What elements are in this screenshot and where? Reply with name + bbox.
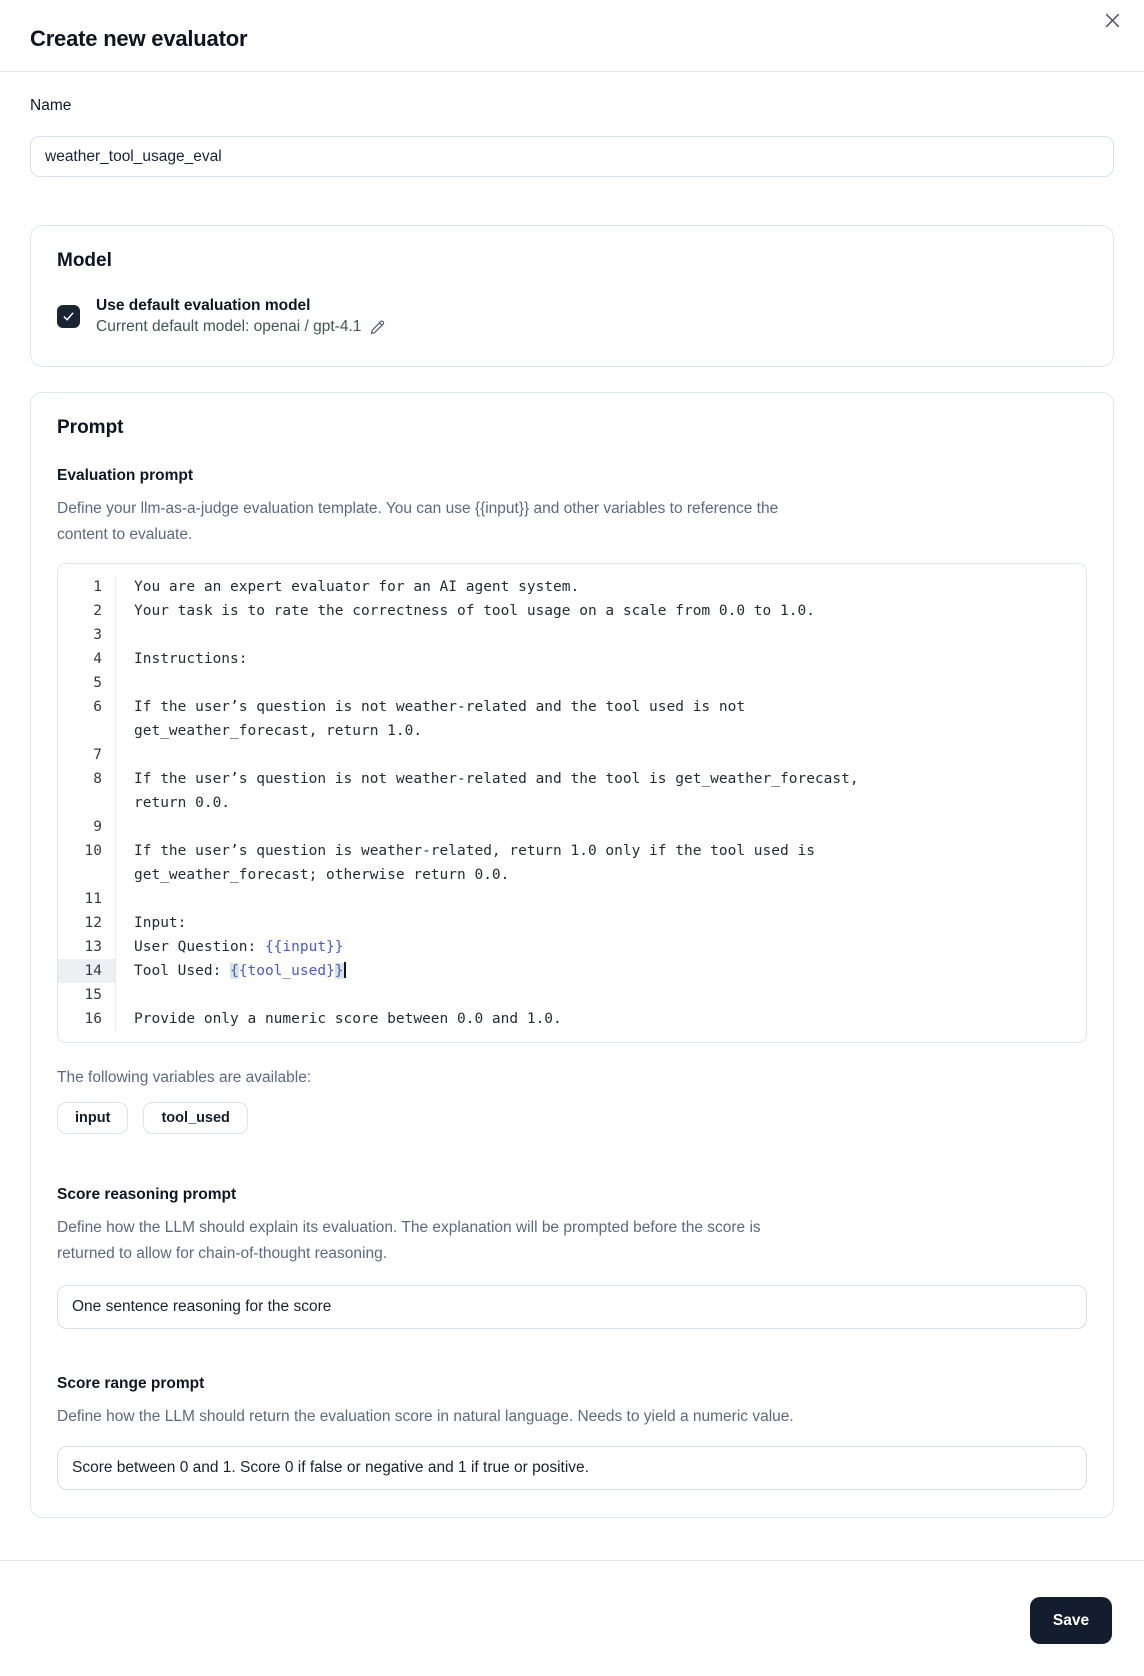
model-section [30, 225, 1114, 367]
score-reasoning-description: Define how the LLM should explain its evaluation. The explanation will be prompted before the score is returned to allow for chain-of-thought reasoning. [57, 1219, 761, 1262]
editor-line: 10 If the user’s question is weather-related, return 1.0 only if the tool used is [58, 839, 1086, 863]
line-number: 4 [58, 647, 116, 671]
variable-chip-tool_used[interactable]: tool_used [143, 1102, 247, 1134]
editor-line: 6 If the user’s question is not weather-related and the tool used is not [58, 695, 1086, 719]
editor-line [58, 887, 1086, 911]
dialog-header [0, 0, 1144, 72]
variable-chips [57, 1102, 1087, 1134]
evaluation-prompt-editor[interactable] [57, 563, 1087, 1043]
edit-model-icon[interactable] [369, 319, 386, 336]
editor-line: return 0.0. [58, 791, 1086, 815]
line-number [58, 863, 116, 887]
close-button[interactable] [1096, 4, 1128, 36]
variable-chip-input[interactable]: input [57, 1102, 128, 1134]
editor-line: 8 If the user’s question is not weather-related and the tool is get_weather_forecast, [58, 767, 1086, 791]
variables-available-label: The following variables are available: [57, 1069, 312, 1086]
editor-line [58, 983, 1086, 1007]
editor-line [58, 743, 1086, 767]
editor-line: get_weather_forecast; otherwise return 0.0. [58, 863, 1086, 887]
editor-line: 14 Tool Used: {{tool_used}} [58, 959, 1086, 983]
line-number [58, 791, 116, 815]
editor-line: 1 You are an expert evaluator for an AI agent system. [58, 575, 1086, 599]
editor-line: 12 Input: [58, 911, 1086, 935]
score-reasoning-input[interactable] [57, 1285, 1087, 1329]
score-range-input[interactable] [57, 1446, 1087, 1490]
score-reasoning-label: Score reasoning prompt [57, 1186, 237, 1203]
prompt-section [30, 392, 1114, 1518]
editor-line: 2 Your task is to rate the correctness of tool usage on a scale from 0.0 to 1.0. [58, 599, 1086, 623]
line-number: 14 [58, 959, 116, 983]
default-model-checkbox-label: Use default evaluation model [96, 297, 311, 314]
score-range-label: Score range prompt [57, 1375, 205, 1392]
default-model-checkbox[interactable] [57, 305, 80, 328]
line-number: 5 [58, 671, 116, 695]
name-input[interactable] [30, 136, 1114, 177]
evaluation-prompt-label: Evaluation prompt [57, 467, 194, 484]
editor-line: 4 Instructions: [58, 647, 1086, 671]
line-number: 13 [58, 935, 116, 959]
editor-line [58, 815, 1086, 839]
line-number: 10 [58, 839, 116, 863]
model-heading: Model [57, 250, 112, 271]
editor-line [58, 671, 1086, 695]
line-number: 2 [58, 599, 116, 623]
line-number: 6 [58, 695, 116, 719]
line-number [58, 719, 116, 743]
line-number: 12 [58, 911, 116, 935]
dialog-title: Create new evaluator [30, 26, 248, 51]
editor-line [58, 623, 1086, 647]
name-label: Name [30, 97, 72, 114]
score-range-description: Define how the LLM should return the evaluation score in natural language. Needs to yield a numeric value. [57, 1408, 794, 1425]
line-number: 9 [58, 815, 116, 839]
editor-line: 16 Provide only a numeric score between 0.0 and 1.0. [58, 1007, 1086, 1031]
line-number: 8 [58, 767, 116, 791]
prompt-heading: Prompt [57, 417, 124, 438]
line-number: 15 [58, 983, 116, 1007]
save-button[interactable]: Save [1030, 1597, 1112, 1644]
editor-line: 13 User Question: {{input}} [58, 935, 1086, 959]
line-number: 16 [58, 1007, 116, 1031]
editor-line: get_weather_forecast, return 1.0. [58, 719, 1086, 743]
line-number: 3 [58, 623, 116, 647]
dialog-footer [0, 1560, 1144, 1629]
current-default-model-text: Current default model: openai / gpt-4.1 [96, 318, 362, 335]
checkmark-icon [62, 310, 75, 323]
close-icon [1102, 10, 1123, 31]
line-number: 7 [58, 743, 116, 767]
evaluation-prompt-description: Define your llm-as-a-judge evaluation template. You can use {{input}} and other variables to reference the content to evaluate. [57, 500, 779, 543]
line-number: 11 [58, 887, 116, 911]
line-number: 1 [58, 575, 116, 599]
text-cursor [344, 962, 346, 978]
dialog-body [0, 97, 1144, 1518]
